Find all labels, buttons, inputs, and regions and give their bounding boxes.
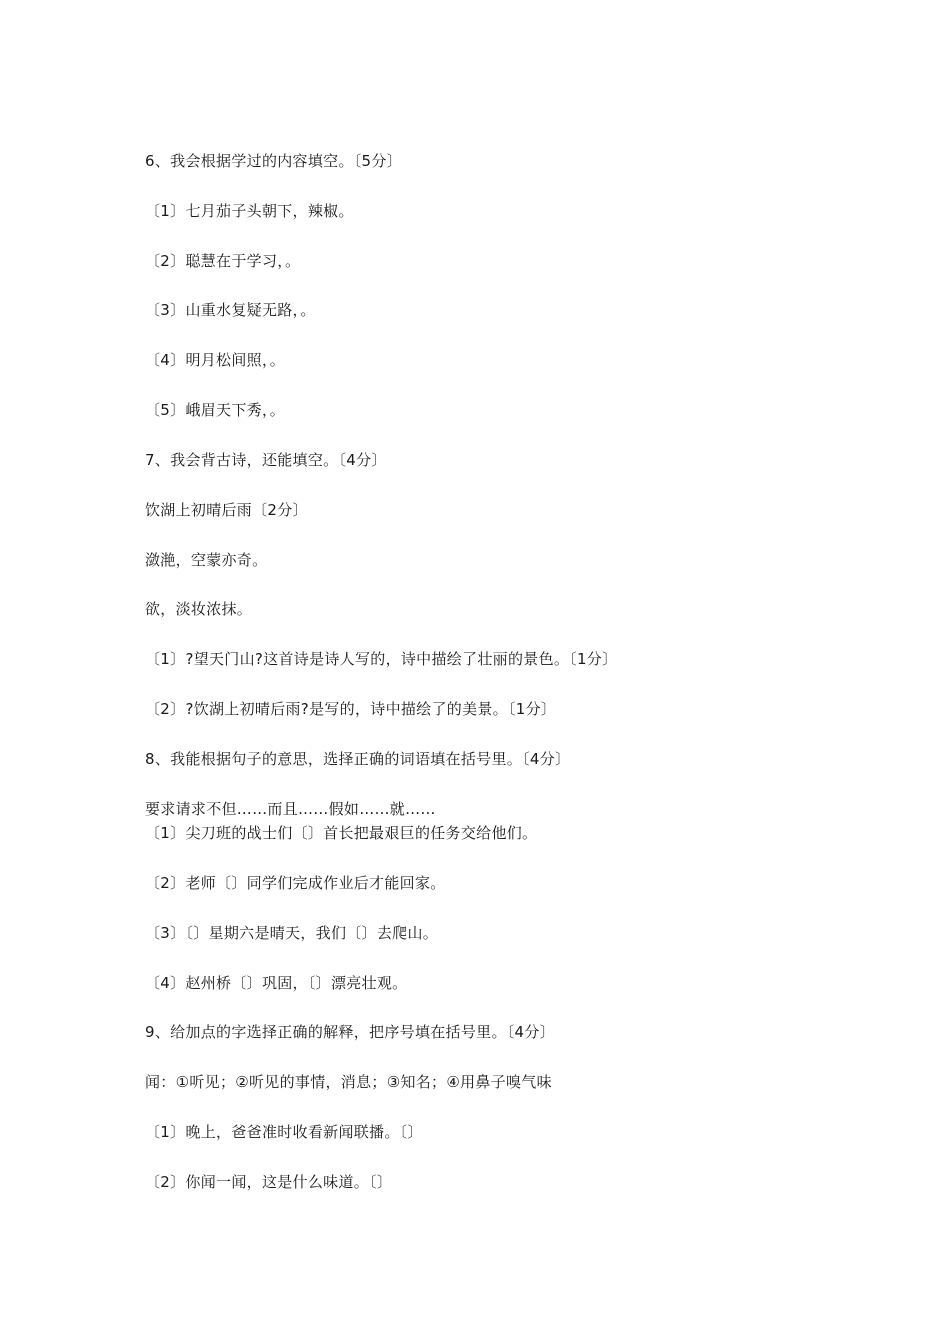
question-7-heading: 7、我会背古诗，还能填空。〔4分〕 (145, 451, 387, 469)
poem-title: 饮湖上初晴后雨〔2分〕 (145, 501, 308, 519)
q8-word-bank: 要求请求不但……而且……假如……就…… (145, 800, 436, 818)
q6-item-2: 〔2〕聪慧在于学习，。 (145, 252, 301, 270)
q8-item-2: 〔2〕老师〔〕同学们完成作业后才能回家。 (145, 874, 446, 892)
q6-item-5: 〔5〕峨眉天下秀，。 (145, 401, 286, 419)
q8-item-1: 〔1〕尖刀班的战士们〔〕首长把最艰巨的任务交给他们。 (145, 824, 538, 842)
q9-item-1: 〔1〕晚上，爸爸准时收看新闻联播。〔〕 (145, 1123, 423, 1141)
question-9-heading: 9、给加点的字选择正确的解释，把序号填在括号里。〔4分〕 (145, 1023, 555, 1041)
q9-item-2: 〔2〕你闻一闻，这是什么味道。〔〕 (145, 1173, 393, 1191)
q6-item-3: 〔3〕山重水复疑无路，。 (145, 301, 316, 319)
question-6-heading: 6、我会根据学过的内容填空。〔5分〕 (145, 152, 402, 170)
q7-item-1: 〔1〕?望天门山?这首诗是诗人写的，诗中描绘了壮丽的景色。〔1分〕 (145, 650, 618, 668)
q6-item-4: 〔4〕明月松间照，。 (145, 351, 286, 369)
q8-item-3: 〔3〕〔〕星期六是晴天，我们〔〕去爬山。 (145, 924, 439, 942)
q6-item-1: 〔1〕七月茄子头朝下，辣椒。 (145, 202, 354, 220)
poem-line-2: 欲，淡妆浓抹。 (145, 600, 253, 618)
q9-definitions: 闻：①听见；②听见的事情，消息；③知名；④用鼻子嗅气味 (145, 1073, 552, 1091)
question-8-heading: 8、我能根据句子的意思，选择正确的词语填在括号里。〔4分〕 (145, 750, 571, 768)
poem-line-1: 潋滟，空蒙亦奇。 (145, 551, 268, 569)
q8-item-4: 〔4〕赵州桥〔〕巩固，〔〕漂亮壮观。 (145, 974, 408, 992)
q7-item-2: 〔2〕?饮湖上初晴后雨?是写的，诗中描绘了的美景。〔1分〕 (145, 700, 557, 718)
